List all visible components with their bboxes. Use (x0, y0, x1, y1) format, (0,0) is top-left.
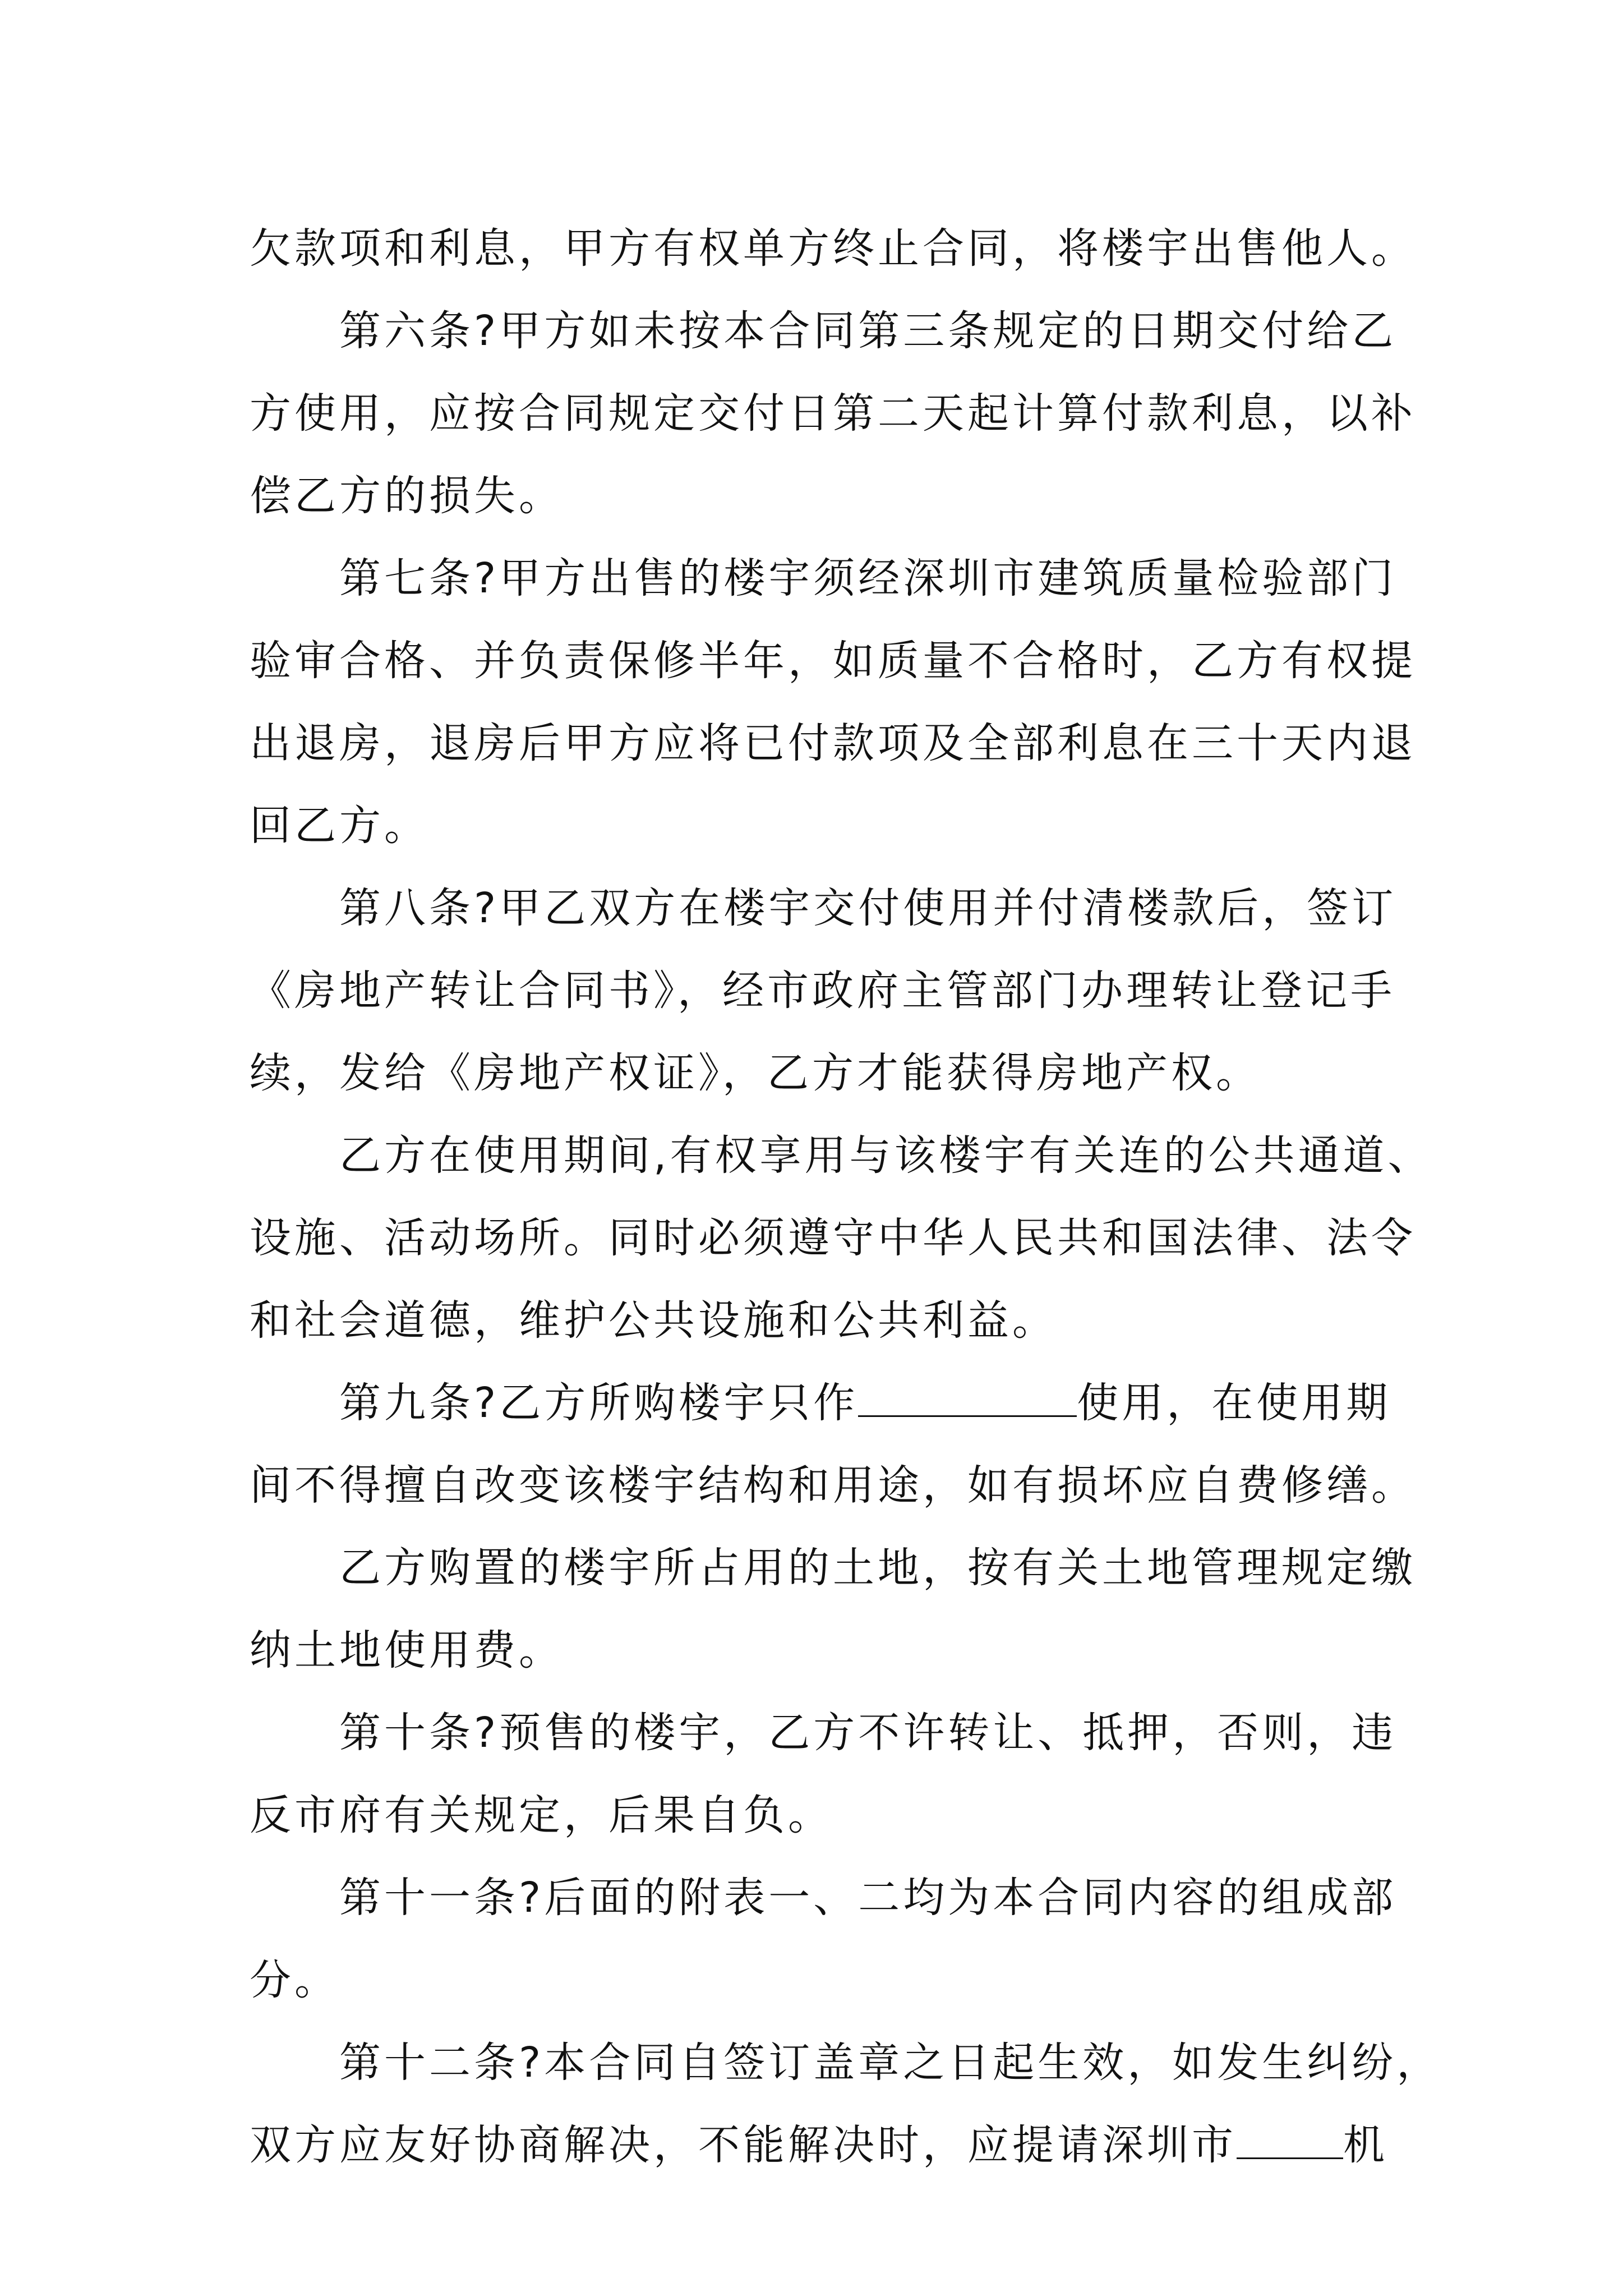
clause-12-line: 第十二条?本合同自签订盖章之日起生效，如发生纠纷， (339, 2039, 1442, 2087)
text-line: 分。 (250, 1956, 339, 2004)
clause-6-line: 第六条?甲方如未按本合同第三条规定的日期交付给乙 (339, 307, 1397, 355)
clause-8-line: 第八条?甲乙双方在楼宇交付使用并付清楼款后，签订 (339, 884, 1397, 932)
text-line: 设施、活动场所。同时必须遵守中华人民共和国法律、法令 (250, 1214, 1416, 1262)
usage-rights-line: 乙方在使用期间,有权享用与该楼宇有关连的公共通道、 (339, 1131, 1433, 1180)
usage-purpose-blank[interactable] (858, 1381, 1077, 1417)
clause-11-line: 第十一条?后面的附表一、二均为本合同内容的组成部 (339, 1874, 1397, 1922)
land-fee-line: 乙方购置的楼宇所占用的土地，按有关土地管理规定缴 (339, 1544, 1416, 1592)
clause-7-line: 第七条?甲方出售的楼宇须经深圳市建筑质量检验部门 (339, 554, 1397, 602)
text-line: 续，发给《房地产权证》，乙方才能获得房地产权。 (250, 1049, 1261, 1097)
clause-12-text-end: 机 (1343, 2121, 1388, 2169)
clause-9-line (250, 1362, 1396, 1444)
contract-body (250, 208, 1442, 2187)
arbitration-body-blank[interactable] (1237, 2123, 1343, 2159)
clause-12-text-start: 双方应友好协商解决，不能解决时，应提请深圳市 (250, 2121, 1237, 2169)
clause-12-last-line (250, 2104, 1396, 2187)
text-line: 和社会道德，维护公共设施和公共利益。 (250, 1296, 1057, 1345)
clause-9-text-start: 第九条?乙方所购楼宇只作 (339, 1379, 859, 1427)
text-line: 回乙方。 (250, 802, 429, 850)
clause-9-text-end: 使用，在使用期 (1077, 1379, 1391, 1427)
clause-10-line: 第十条?预售的楼宇，乙方不许转让、抵押，否则，违 (339, 1709, 1397, 1757)
text-line: 《房地产转让合同书》，经市政府主管部门办理转让登记手 (250, 967, 1395, 1015)
text-line: 纳土地使用费。 (250, 1626, 564, 1674)
text-line: 出退房，退房后甲方应将已付款项及全部利息在三十天内退 (250, 719, 1416, 767)
text-line: 欠款项和利息，甲方有权单方终止合同，将楼宇出售他人。 (250, 224, 1416, 273)
text-line: 间不得擅自改变该楼宇结构和用途，如有损坏应自费修缮。 (250, 1461, 1416, 1510)
text-line: 偿乙方的损失。 (250, 472, 564, 520)
text-line: 方使用，应按合同规定交付日第二天起计算付款利息，以补 (250, 389, 1416, 438)
text-line: 反市府有关规定，后果自负。 (250, 1791, 833, 1839)
text-line: 验审合格、并负责保修半年，如质量不合格时，乙方有权提 (250, 637, 1416, 685)
